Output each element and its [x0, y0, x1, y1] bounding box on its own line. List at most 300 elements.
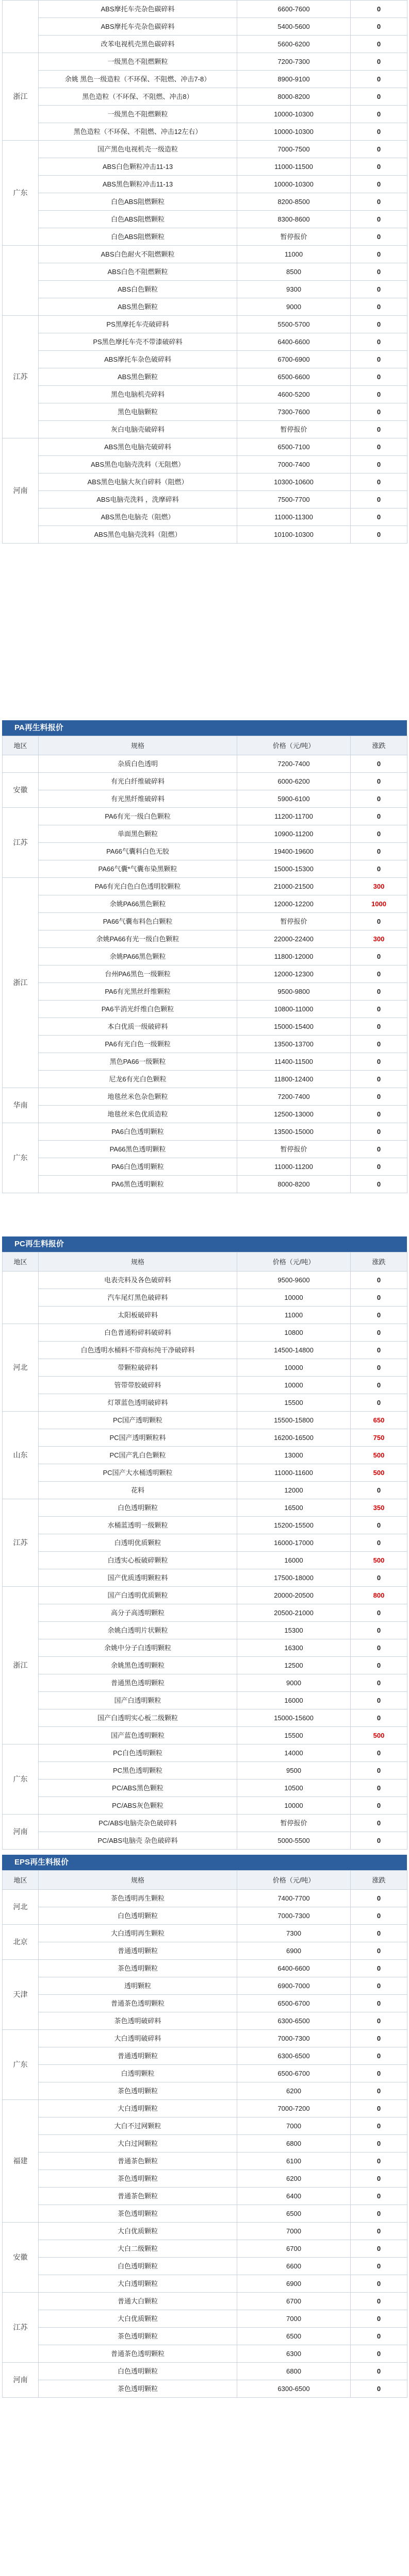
table-row [3, 2135, 407, 2153]
spec-cell: 茶色透明颗粒 [39, 2082, 237, 2100]
spec-cell: 汽车尾灯黑色破碎料 [39, 1289, 237, 1307]
change-cell: 0 [351, 1036, 407, 1053]
change-cell: 0 [351, 228, 407, 246]
change-cell: 0 [351, 1106, 407, 1123]
spec-cell: 黑色造粒（不环保、不阻燃、冲击8） [39, 88, 237, 106]
change-cell: 0 [351, 2345, 407, 2363]
price-cell: 8000-8200 [237, 88, 351, 106]
price-cell: 9500 [237, 1762, 351, 1780]
change-cell: 0 [351, 316, 407, 333]
price-cell: 7400-7700 [237, 1890, 351, 1907]
table-row [3, 421, 407, 438]
change-cell: 0 [351, 843, 407, 860]
price-cell: 10000 [237, 1797, 351, 1815]
change-cell: 0 [351, 1744, 407, 1762]
change-cell: 0 [351, 176, 407, 193]
price-cell: 7000 [237, 2223, 351, 2240]
table-row [3, 2170, 407, 2188]
price-cell: 16000-17000 [237, 1534, 351, 1552]
region-cell: 江苏 [3, 2293, 39, 2363]
price-cell: 7500-7700 [237, 491, 351, 509]
spec-cell: 电表壳料及各色破碎料 [39, 1272, 237, 1289]
change-cell: 0 [351, 1018, 407, 1036]
change-cell: 0 [351, 2275, 407, 2293]
table-row [3, 1762, 407, 1780]
table-row [3, 1324, 407, 1342]
price-cell: 6000-6200 [237, 773, 351, 790]
change-cell: 0 [351, 2030, 407, 2047]
price-cell: 13500-13700 [237, 1036, 351, 1053]
price-cell: 6100 [237, 2153, 351, 2170]
spec-cell: 白透实心板破碎颗粒 [39, 1552, 237, 1569]
table-row [3, 1088, 407, 1106]
price-cell: 9500-9600 [237, 1272, 351, 1289]
table-row [3, 2100, 407, 2117]
change-cell: 0 [351, 106, 407, 123]
spec-cell: 本白优质一级破碎料 [39, 1018, 237, 1036]
table-row [3, 2345, 407, 2363]
change-cell: 0 [351, 2258, 407, 2275]
table-row [3, 1106, 407, 1123]
table-row [3, 1123, 407, 1141]
price-cell: 11800-12000 [237, 948, 351, 965]
region-cell: 广东 [3, 1744, 39, 1815]
table-row [3, 1639, 407, 1657]
spec-cell: PC/ABS灰色颗粒 [39, 1797, 237, 1815]
table-row [3, 526, 407, 544]
table-row [3, 843, 407, 860]
table-row [3, 53, 407, 71]
price-cell: 11000 [237, 1307, 351, 1324]
table-row [3, 193, 407, 211]
spec-cell: 白色透明颗粒 [39, 2363, 237, 2380]
price-cell: 21000-21500 [237, 878, 351, 895]
price-cell: 11000-11500 [237, 158, 351, 176]
table-row [3, 808, 407, 825]
table-row [3, 1359, 407, 1377]
spec-cell: PA66气囊*气囊布染黑颗粒 [39, 860, 237, 878]
table-row [3, 333, 407, 351]
change-cell: 0 [351, 2223, 407, 2240]
change-cell: 0 [351, 88, 407, 106]
price-section [2, 1855, 407, 2398]
change-cell: 0 [351, 1780, 407, 1797]
price-cell: 6200 [237, 2082, 351, 2100]
spec-cell: 白色透明颗粒 [39, 2258, 237, 2275]
change-cell: 0 [351, 158, 407, 176]
table-row [3, 965, 407, 983]
spec-cell: PA6有光白色白色透明胶颗粒 [39, 878, 237, 895]
change-cell: 0 [351, 1832, 407, 1850]
spec-cell: 普通茶色透明颗粒 [39, 2345, 237, 2363]
spec-cell: PA6有光黑丝纤维颗粒 [39, 983, 237, 1001]
spec-cell: 地毯丝米色优质造粒 [39, 1106, 237, 1123]
table-row [3, 2240, 407, 2258]
region-cell: 安徽 [3, 773, 39, 808]
change-cell: 0 [351, 263, 407, 281]
spec-cell: 普通黑色透明颗粒 [39, 1674, 237, 1692]
spec-cell: 改苯电视机壳黑色碳碎料 [39, 36, 237, 53]
price-cell: 10000 [237, 1377, 351, 1394]
table-row [3, 36, 407, 53]
spec-cell: PC国产透明颗粒料 [39, 1429, 237, 1447]
change-cell: 0 [351, 2117, 407, 2135]
price-cell: 暂停报价 [237, 228, 351, 246]
table-row [3, 473, 407, 491]
change-cell: 0 [351, 2310, 407, 2328]
change-cell: 0 [351, 438, 407, 456]
spec-cell: 茶色透明颗粒 [39, 2170, 237, 2188]
change-cell: 0 [351, 456, 407, 473]
table-row [3, 298, 407, 316]
change-cell: 0 [351, 1960, 407, 1977]
spec-cell: 花料 [39, 1482, 237, 1499]
price-cell: 15000-15600 [237, 1709, 351, 1727]
spec-cell: 地毯丝米色杂色颗粒 [39, 1088, 237, 1106]
table-row [3, 2310, 407, 2328]
table-row [3, 1517, 407, 1534]
table-row [3, 1622, 407, 1639]
change-cell: 0 [351, 1141, 407, 1158]
table-row [3, 176, 407, 193]
change-cell: 0 [351, 2153, 407, 2170]
spec-cell: 余姚中分子白透明颗粒 [39, 1639, 237, 1657]
spec-cell: ABS黑色颗粒 [39, 368, 237, 386]
spec-cell: ABS黑色电脑大灰白碎料（阻燃） [39, 473, 237, 491]
change-cell: 0 [351, 281, 407, 298]
table-row [3, 1141, 407, 1158]
spec-cell: 大白透明颗粒 [39, 2100, 237, 2117]
spec-cell: 国产蓝色透明颗粒 [39, 1727, 237, 1744]
spec-cell: 大白不过网颗粒 [39, 2117, 237, 2135]
price-cell: 10100-10300 [237, 526, 351, 544]
spec-cell: 台州PA6黑色一级颗粒 [39, 965, 237, 983]
table-row [3, 790, 407, 808]
change-cell: 0 [351, 1176, 407, 1193]
spec-cell: 大白优质颗粒 [39, 2310, 237, 2328]
change-cell: 300 [351, 930, 407, 948]
price-cell: 8000-8200 [237, 1176, 351, 1193]
table-row [3, 2328, 407, 2345]
price-cell: 15500 [237, 1394, 351, 1412]
change-cell: 0 [351, 1307, 407, 1324]
spec-cell: 灰白电脑壳破碎料 [39, 421, 237, 438]
table-row [3, 1394, 407, 1412]
table-row [3, 2275, 407, 2293]
table-row [3, 1925, 407, 1942]
spec-cell: PA66黑色透明颗粒 [39, 1141, 237, 1158]
price-cell: 16200-16500 [237, 1429, 351, 1447]
price-cell: 6700 [237, 2293, 351, 2310]
price-cell: 11000-11300 [237, 509, 351, 526]
table-row [3, 438, 407, 456]
spec-cell: 余姚白透明片状颗粒 [39, 1622, 237, 1639]
spec-cell: 太阳板破碎料 [39, 1307, 237, 1324]
region-cell: 广东 [3, 2030, 39, 2100]
spec-cell: 水桶蓝透明一级颗粒 [39, 1517, 237, 1534]
table-row [3, 1289, 407, 1307]
spec-cell: 茶色透明颗粒 [39, 1960, 237, 1977]
price-cell: 6400-6600 [237, 1960, 351, 1977]
change-cell: 0 [351, 1907, 407, 1925]
change-cell: 800 [351, 1587, 407, 1604]
price-cell: 11400-11500 [237, 1053, 351, 1071]
table-row [3, 1447, 407, 1464]
change-cell: 0 [351, 1692, 407, 1709]
table-row [3, 1499, 407, 1517]
spec-cell: 尼龙6有光白色颗粒 [39, 1071, 237, 1088]
spec-cell: PS黑色摩托车壳不带漆破碎料 [39, 333, 237, 351]
change-cell: 0 [351, 526, 407, 544]
table-row [3, 1674, 407, 1692]
table-row [3, 2030, 407, 2047]
change-cell: 0 [351, 1001, 407, 1018]
price-cell: 17500-18000 [237, 1569, 351, 1587]
change-cell: 0 [351, 351, 407, 368]
change-cell: 0 [351, 1657, 407, 1674]
price-cell: 10000-10300 [237, 176, 351, 193]
price-cell: 10000-10300 [237, 106, 351, 123]
column-header-name: 规格 [39, 736, 237, 755]
change-cell: 0 [351, 860, 407, 878]
change-cell: 0 [351, 1797, 407, 1815]
table-row [3, 2223, 407, 2240]
price-cell: 12000-12300 [237, 965, 351, 983]
spec-cell: 余姚 黑色一级造粒（不环保、不阻燃、冲击7-8） [39, 71, 237, 88]
price-cell: 15500-15800 [237, 1412, 351, 1429]
column-header-price: 价格（元/吨） [237, 1871, 351, 1890]
spec-cell: 国产白透明实心板二级颗粒 [39, 1709, 237, 1727]
table-row [3, 106, 407, 123]
change-cell: 0 [351, 1359, 407, 1377]
spec-cell: PA6半消光纤维白色颗粒 [39, 1001, 237, 1018]
price-cell: 10000-10300 [237, 123, 351, 141]
price-cell: 6500 [237, 2205, 351, 2223]
table-row [3, 1890, 407, 1907]
spec-cell: PA6有光白色一级颗粒 [39, 1036, 237, 1053]
change-cell: 0 [351, 1890, 407, 1907]
table-row [3, 1482, 407, 1499]
region-cell [3, 1272, 39, 1324]
price-cell: 11000-11600 [237, 1464, 351, 1482]
spec-cell: PC国产大水桶透明颗粒 [39, 1464, 237, 1482]
table-row [3, 1377, 407, 1394]
spec-cell: 大白二级颗粒 [39, 2240, 237, 2258]
price-cell: 6800 [237, 2363, 351, 2380]
column-header-name: 规格 [39, 1252, 237, 1272]
change-cell: 500 [351, 1727, 407, 1744]
price-cell: 暂停报价 [237, 913, 351, 930]
spec-cell: 白色ABS阻燃颗粒 [39, 211, 237, 228]
table-row [3, 1797, 407, 1815]
region-cell: 安徽 [3, 2223, 39, 2293]
region-cell: 江苏 [3, 808, 39, 878]
spec-cell: 灯罩蓝色透明破碎料 [39, 1394, 237, 1412]
change-cell: 0 [351, 1377, 407, 1394]
spec-cell: 大白透明颗粒 [39, 2275, 237, 2293]
change-cell: 0 [351, 491, 407, 509]
spec-cell: 白色透明颗粒 [39, 1499, 237, 1517]
change-cell: 0 [351, 473, 407, 491]
table-row [3, 2205, 407, 2223]
table-header-row [3, 1871, 407, 1890]
column-header-price: 价格（元/吨） [237, 1252, 351, 1272]
change-cell: 0 [351, 386, 407, 403]
table-row [3, 1158, 407, 1176]
column-header-region: 地区 [3, 1252, 39, 1272]
table-row [3, 141, 407, 158]
change-cell: 0 [351, 2380, 407, 2398]
price-cell: 10000 [237, 1359, 351, 1377]
change-cell: 0 [351, 403, 407, 421]
price-cell: 11000 [237, 246, 351, 263]
table-row [3, 860, 407, 878]
change-cell: 0 [351, 1534, 407, 1552]
spec-cell: 大白透明破碎料 [39, 2030, 237, 2047]
price-cell: 8200-8500 [237, 193, 351, 211]
spec-cell: PC/ABS电脑壳 杂色破碎料 [39, 1832, 237, 1850]
spec-cell: 白透明优质颗粒 [39, 1534, 237, 1552]
spec-cell: 大白优质颗粒 [39, 2223, 237, 2240]
region-cell: 华南 [3, 1088, 39, 1123]
price-cell: 14000 [237, 1744, 351, 1762]
price-cell: 暂停报价 [237, 1141, 351, 1158]
price-cell: 9000 [237, 1674, 351, 1692]
change-cell: 0 [351, 983, 407, 1001]
column-header-change: 涨跌 [351, 1871, 407, 1890]
section-title: PC再生料报价 [2, 1236, 407, 1252]
price-cell: 6500-7100 [237, 438, 351, 456]
spec-cell: PC/ABS电脑壳杂色破碎料 [39, 1815, 237, 1832]
table-row [3, 1727, 407, 1744]
change-cell: 0 [351, 509, 407, 526]
change-cell: 350 [351, 1499, 407, 1517]
table-row [3, 1071, 407, 1088]
price-cell: 10900-11200 [237, 825, 351, 843]
spec-cell: ABS黑色颗粒冲击11-13 [39, 176, 237, 193]
price-cell: 5600-6200 [237, 36, 351, 53]
change-cell: 0 [351, 1709, 407, 1727]
change-cell: 0 [351, 808, 407, 825]
price-table [2, 736, 407, 1193]
table-row [3, 386, 407, 403]
change-cell: 0 [351, 965, 407, 983]
column-header-name: 规格 [39, 1871, 237, 1890]
spec-cell: 普通透明颗粒 [39, 1942, 237, 1960]
price-cell: 22000-22400 [237, 930, 351, 948]
change-cell: 0 [351, 18, 407, 36]
price-cell: 6500 [237, 2328, 351, 2345]
table-row [3, 2117, 407, 2135]
section-title: EPS再生料报价 [2, 1855, 407, 1870]
spec-cell: 黑色造粒（不环保、不阻燃、冲击12左右） [39, 123, 237, 141]
price-cell: 13500-15000 [237, 1123, 351, 1141]
price-cell: 16500 [237, 1499, 351, 1517]
price-cell: 12000 [237, 1482, 351, 1499]
spec-cell: 白色ABS阻燃颗粒 [39, 193, 237, 211]
spec-cell: 普通透明颗粒 [39, 2047, 237, 2065]
price-cell: 10800-11000 [237, 1001, 351, 1018]
change-cell: 0 [351, 2205, 407, 2223]
price-cell: 7000 [237, 2310, 351, 2328]
spec-cell: PC白色透明颗粒 [39, 1744, 237, 1762]
spec-cell: 普通茶色透明颗粒 [39, 1995, 237, 2012]
price-cell: 15200-15500 [237, 1517, 351, 1534]
region-cell: 河南 [3, 438, 39, 544]
price-cell: 9000 [237, 298, 351, 316]
change-cell: 0 [351, 2065, 407, 2082]
price-cell: 7200-7400 [237, 755, 351, 773]
change-cell: 0 [351, 1342, 407, 1359]
change-cell: 0 [351, 1, 407, 18]
table-row [3, 1995, 407, 2012]
price-section [2, 0, 407, 544]
change-cell: 0 [351, 1569, 407, 1587]
table-row [3, 2293, 407, 2310]
table-row [3, 2153, 407, 2170]
table-row [3, 1001, 407, 1018]
table-row [3, 983, 407, 1001]
change-cell: 0 [351, 2170, 407, 2188]
region-cell: 福建 [3, 2100, 39, 2223]
table-row [3, 316, 407, 333]
column-header-region: 地区 [3, 1871, 39, 1890]
price-cell: 14500-14800 [237, 1342, 351, 1359]
spec-cell: 黑色PA66一级颗粒 [39, 1053, 237, 1071]
table-row [3, 895, 407, 913]
spec-cell: ABS白色不阻燃颗粒 [39, 263, 237, 281]
spec-cell: PC/ABS黑色颗粒 [39, 1780, 237, 1797]
price-cell: 7300-7600 [237, 403, 351, 421]
change-cell: 500 [351, 1552, 407, 1569]
region-cell: 江苏 [3, 316, 39, 438]
spec-cell: PC黑色透明颗粒 [39, 1762, 237, 1780]
change-cell: 0 [351, 333, 407, 351]
price-cell: 7000-7300 [237, 2030, 351, 2047]
price-cell: 7000 [237, 2117, 351, 2135]
region-cell: 浙江 [3, 1587, 39, 1744]
spec-cell: 黑色电脑颗粒 [39, 403, 237, 421]
table-row [3, 2047, 407, 2065]
change-cell: 1000 [351, 895, 407, 913]
change-cell: 0 [351, 2240, 407, 2258]
price-table [2, 1252, 407, 1850]
table-row [3, 825, 407, 843]
table-row [3, 1464, 407, 1482]
region-cell: 江苏 [3, 1499, 39, 1587]
change-cell: 0 [351, 2082, 407, 2100]
table-row [3, 351, 407, 368]
spec-cell: ABS摩托车杂色破碎料 [39, 351, 237, 368]
spec-cell: 大白过网颗粒 [39, 2135, 237, 2153]
price-cell: 7000-7300 [237, 1907, 351, 1925]
spec-cell: 单面黑色颗粒 [39, 825, 237, 843]
spec-cell: 一级黑色不阻燃颗粒 [39, 106, 237, 123]
change-cell: 0 [351, 2293, 407, 2310]
change-cell: 0 [351, 1158, 407, 1176]
change-cell: 0 [351, 141, 407, 158]
spec-cell: 大白透明再生颗粒 [39, 1925, 237, 1942]
table-row [3, 88, 407, 106]
change-cell: 300 [351, 878, 407, 895]
table-row [3, 491, 407, 509]
spec-cell: 茶色透明颗粒 [39, 2380, 237, 2398]
change-cell: 0 [351, 913, 407, 930]
spec-cell: ABS白色耐火不阻燃颗粒 [39, 246, 237, 263]
region-cell: 河北 [3, 1324, 39, 1412]
spec-cell: ABS黑色颗粒 [39, 298, 237, 316]
region-cell [3, 1, 39, 53]
